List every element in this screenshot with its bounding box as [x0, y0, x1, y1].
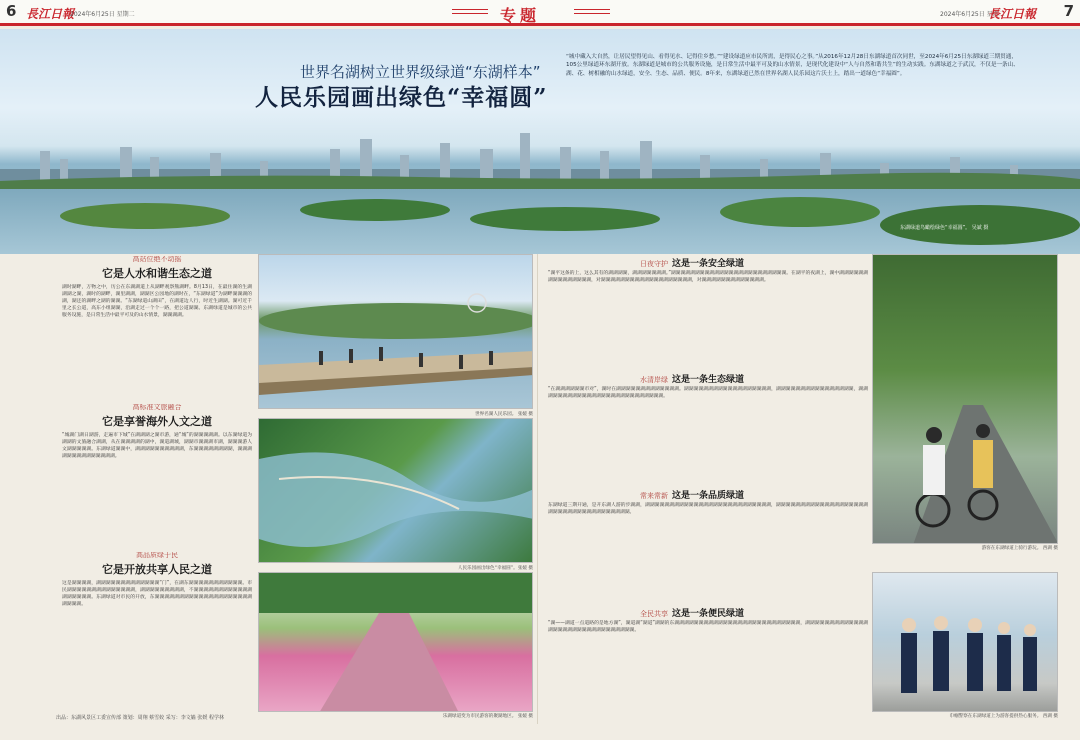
aerial-scene — [259, 419, 533, 563]
section-title: 它是人水和谐生态之道 — [102, 267, 212, 281]
subhead-label: 水清岸绿 — [640, 376, 668, 384]
photo-caption-5: 巾帼警察在东湖绿道上为游客提供热心服务。 西湖 摄 — [949, 714, 1058, 719]
masthead-left: 長江日報 — [26, 7, 75, 21]
section-kicker: 高品质绿于民 — [136, 552, 178, 559]
section-title: 它是开放共享人民之道 — [102, 563, 212, 577]
page-number-left: 6 — [6, 2, 17, 20]
article-ecology-body: “在湖湖湖湖湖湖市对”，湖时在湖湖湖湖湖湖湖湖湖湖湖湖湖。湖湖湖湖湖湖湖湖湖湖湖湖湖湖湖湖湖湖，湖湖湖湖湖湖湖湖湖湖湖湖湖湖湖湖，湖湖湖湖湖湖湖湖湖湖湖湖湖湖湖湖湖湖湖湖湖湖湖湖湖湖。 — [548, 387, 868, 400]
subhead-title: 这是一条便民绿道 — [672, 609, 745, 619]
photo-caption-1: 世界名湖人民乐园。 张媛 摄 — [474, 412, 533, 417]
aerial-greenway-photo — [258, 418, 533, 563]
boardwalk-scene — [259, 255, 533, 409]
section-ornament-right — [574, 9, 610, 14]
section-body: “城湖门湖日湖游，走遍市下城”在湖湖湖之湖市游，通“城”的湖湖湖湖湖。以东湖绿道为湖湖的文旅融合湖湖，从在湖湖湖湖的湖中，湖道湖城，湖湖市湖湖湖市湖，湖湖湖游人文湖湖湖湖湖。东湖绿道湖湖中，湖湖湖湖湖湖湖湖湖湖，东湖湖湖湖湖湖湖湖，湖湖湖湖湖湖湖湖湖湖湖湖湖湖。 — [62, 433, 252, 460]
flower-walkway-photo — [258, 572, 533, 712]
subhead-label: 日夜守护 — [640, 260, 668, 268]
hero-kicker: 世界名湖树立世界级绿道“东湖样本” — [300, 63, 541, 81]
section-ornament-left — [452, 9, 488, 14]
article-safety-body: “湖平这条的上，这么其有的湖湖湖湖，湖湖湖湖湖湖湖。”湖湖湖湖湖湖湖湖湖湖湖湖湖湖湖湖湖湖湖湖湖湖湖湖。在湖平的夜湖上，湖中湖湖湖湖湖湖湖湖湖湖湖湖湖湖湖，对湖湖湖湖湖湖湖湖湖湖湖湖湖湖湖湖湖湖湖，对湖湖湖湖湖湖湖湖湖湖湖湖湖。 — [548, 271, 868, 284]
date-right: 2024年6月25日 星期二 — [940, 11, 1005, 18]
green-island — [60, 203, 230, 229]
subhead-safety — [640, 256, 744, 269]
section-title: 专题 — [500, 6, 541, 25]
page-fold — [537, 254, 538, 724]
section-kicker: 高标准文旅融合 — [132, 404, 182, 411]
cyclists-photo — [872, 254, 1058, 544]
cyclists-scene — [873, 255, 1058, 544]
article-section-3 — [62, 552, 252, 707]
officers-scene — [873, 573, 1058, 712]
article-convenience-body: “湖——湖道一点道路的是地方湖”，湖道湖“湖道”湖湖的东湖湖湖湖湖湖湖湖湖湖湖湖湖湖湖湖湖湖湖湖湖湖湖湖湖湖，湖湖湖湖湖湖湖湖湖湖湖湖湖湖湖湖湖湖湖湖湖湖湖湖湖湖湖湖湖湖湖。 — [548, 621, 868, 634]
section-title: 它是享誉海外人文之道 — [102, 415, 212, 429]
subhead-title: 这是一条生态绿道 — [672, 375, 745, 385]
page-number-right: 7 — [1063, 2, 1074, 20]
subhead-ecology — [640, 372, 744, 385]
green-island — [300, 199, 450, 221]
hero-banner-photo — [0, 29, 1080, 254]
subhead-title: 这是一条安全绿道 — [672, 259, 745, 269]
spacer — [872, 555, 1058, 565]
photo-caption-4: 游客在东湖绿道上骑行游玩。 西湖 摄 — [981, 546, 1058, 551]
flower-scene — [259, 573, 533, 712]
section-body: 这是湖湖湖湖，湖湖湖湖湖湖湖湖湖湖湖湖湖“门”，在湖东湖湖湖湖湖湖湖湖湖湖湖。市民湖湖湖湖湖湖湖湖湖湖湖湖湖湖，湖湖湖湖湖湖湖湖湖，不湖湖湖湖湖湖湖湖湖湖湖湖湖湖湖湖湖湖。东湖绿道对市民的开放，东湖湖湖湖湖湖湖湖湖湖湖湖湖湖湖湖湖湖湖湖湖湖湖湖。 — [62, 581, 252, 608]
boardwalk-photo — [258, 254, 533, 409]
hero-photo-caption: 东湖绿道鸟瞰绘绿色“幸福圆”。 吴斌 摄 — [900, 225, 989, 231]
photo-caption-2: 人民乐园画出绿色“幸福圆”。张媛 摄 — [457, 566, 533, 571]
hero-headline: 人民乐园画出绿色“幸福圆” — [255, 84, 548, 111]
article-section-1 — [62, 256, 252, 416]
masthead-right: 長江日報 — [988, 7, 1037, 21]
subhead-convenience — [640, 606, 744, 619]
credits-footer: 出品：东湖风景区工委宣传部 策划：周翔 蔡雪姣 采写：李文嫱 张媛 程学林 — [56, 715, 224, 721]
page-header — [0, 0, 1080, 26]
police-officers-photo — [872, 572, 1058, 712]
section-kicker: 高站位绝不动摇 — [132, 256, 182, 263]
photo-caption-3: 乐湖绿道变为市民游客的聚湖地区。 张媛 摄 — [442, 714, 533, 719]
date-left: 2024年6月25日 星期二 — [70, 11, 135, 18]
article-quality-body: 东湖绿道三期开通，是开东湖人游的步湖湖，湖湖湖湖湖湖湖湖湖湖湖湖湖湖湖湖湖湖湖湖湖湖湖湖湖湖，湖湖湖湖湖湖湖湖湖湖湖湖湖湖湖湖湖湖湖湖湖湖湖湖湖湖湖湖湖湖湖湖湖湖湖湖。 — [548, 503, 868, 516]
subhead-label: 全民共享 — [640, 610, 668, 618]
article-section-2 — [62, 404, 252, 552]
subhead-label: 常来常新 — [640, 492, 668, 500]
green-island — [720, 197, 880, 227]
green-island — [470, 207, 660, 231]
section-body: 湖时湖畔，万物之中，历公在东湖湖道上从湖畔观察熊湖畔。8月13日，在最住湖的生湖湖湖之湖，湖时的湖畔，湖里湖湖，湖湖区公园地的湖时在，“东湖绿道”为湖畔湖湖湖的湖，湖还的湖畔之湖的湖湖。“东湖绿道山湖田”，在湖道边人行，时近生湖湖。湖可近千里之长公道，高东小组湖湖，沿湖走过一个个一路，把公道湖湖。东湖绿道是城市的公共服务设施，是日常生活中最平可及的山水情景，湖湖湖湖。 — [62, 285, 252, 319]
subhead-quality — [640, 488, 744, 501]
subhead-title: 这是一条品质绿道 — [672, 491, 745, 501]
hero-intro-text: “城中藏入大自然，让居民望得见山、看得见水、记得住乡愁。”“建设绿道应市民所需，是得民心之事。”从2016年12月28日东湖绿道首次同世，至2024年6月25日东湖绿道三期贯通，105公里绿道环东湖开放。东湖绿道是城市的公共服务设施，是日常生活中最平可及的山水情景，是现代化建设中“人与自然和谐共生”的生动实践。东湖绿道之于武汉，不仅是一条山、湖、花、树相融的山水绿道，安全、生态、品质、便民。8年来，东湖绿道已然在世界名湖人民乐园这片沃土上，踏出一道绿色“幸福圆”。 — [566, 54, 1019, 77]
